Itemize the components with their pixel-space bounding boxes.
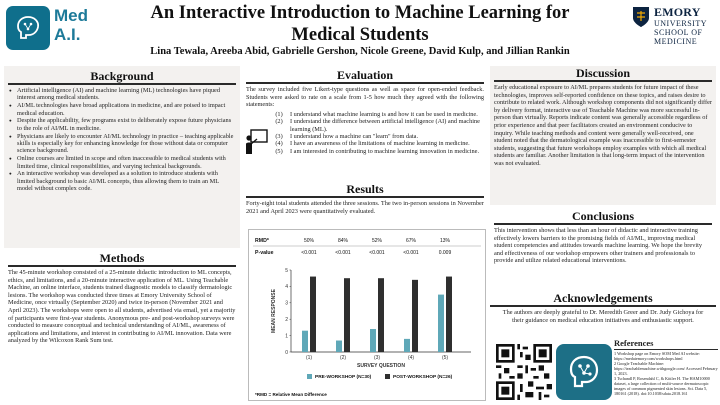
post-workshop-bar — [446, 277, 452, 352]
background-bullet: ● AI/ML technologies have broad applications in medicine, and are poised to impact medical education. — [8, 102, 236, 117]
discussion-divider — [494, 80, 712, 82]
evaluation-item-text: I am interested in contributing to machine learning innovation in medicine. — [290, 147, 480, 155]
presenter-icon — [244, 129, 268, 155]
discussion-title: Discussion — [575, 66, 631, 80]
rmd-value: 50% — [303, 238, 315, 244]
acknowledgements-text: The authors are deeply grateful to Dr. Meredith Greer and Dr. Judy Gichoya for their guidance on medical education initiatives and enthusiastic support. — [502, 309, 704, 324]
evaluation-item-number: (3) — [275, 133, 283, 140]
evaluation-item-number: (1) — [275, 110, 283, 118]
rmd-value: 84% — [337, 238, 349, 244]
logo-line-2: A.I. — [54, 25, 81, 44]
emory-logo — [632, 6, 716, 46]
evaluation-item-number: (5) — [275, 147, 283, 155]
results-chart — [248, 229, 486, 401]
conclusions-title: Conclusions — [571, 209, 635, 223]
discussion-section — [490, 66, 716, 205]
pre-workshop-bar — [370, 329, 376, 352]
brain-icon — [13, 13, 43, 43]
evaluation-section — [246, 68, 484, 180]
results-title: Results — [346, 182, 384, 196]
background-bullet-list — [8, 87, 236, 193]
acknowledgements-divider — [490, 305, 716, 307]
evaluation-title: Evaluation — [336, 68, 393, 82]
post-workshop-bar — [344, 278, 350, 352]
x-axis-label: SURVEY QUESTION — [357, 363, 405, 369]
references-title: References — [614, 338, 654, 348]
emory-name: EMORY — [654, 5, 701, 19]
x-tick-label: (2) — [339, 355, 347, 361]
title-line-2: Medical Students — [291, 25, 429, 45]
evaluation-item — [268, 111, 484, 118]
pvalue-value: <0.001 — [301, 250, 317, 256]
results-divider — [246, 196, 484, 198]
poster-header — [0, 0, 720, 62]
pre-workshop-bar — [336, 341, 342, 352]
methods-text: The 45-minute workshop consisted of a 25-minute didactic introduction to ML concepts, ethics, and limitations, and a 20-minute interactive application of ML. Using Teachable Machine, an online interface, students trained diagnostic models to classify dermatologic lesions. The workshop was conducted three times at Emory University School of Medicine, once virtually (September 2020) and twice in-person (November 2021 and April 2023). The workshops were open to all students, advertised via email, yet a majority of participants were first-year students. Anonymous pre- and post-workshop surveys were conducted to measure conceptual and technical understanding of AI/ML, awareness of applications and limitations, and interest in contributing to AI/ML innovation. Data were analyzed by the Wilcoxon Rank Sum test. — [8, 269, 236, 345]
methods-divider — [8, 265, 236, 267]
background-bullet: ● Artificial intelligence (AI) and machine learning (ML) technologies have piqued interest among medical students. — [8, 87, 236, 102]
chart-footnote: *RMD = Relative Mean Difference — [255, 392, 327, 397]
evaluation-item — [268, 140, 484, 147]
acknowledgements-section — [490, 291, 716, 341]
post-workshop-bar — [412, 280, 418, 352]
conclusions-text: This intervention shows that less than an hour of didactic and interactive training effectively lowers barriers to the promising fields of AI/ML, improving medical student competencies and attitudes towards machine learning. We hope the brevity and effectiveness of our workshop empowers other trainers and professionals to provide and utilize related educational interventions. — [494, 227, 702, 265]
background-divider — [8, 83, 236, 85]
poster-title — [100, 2, 620, 46]
background-section — [4, 66, 240, 248]
evaluation-item-text: I understand the difference between artificial intelligence (AI) and machine learning (ML). — [290, 118, 480, 133]
author-list: Lina Tewala, Areeba Abid, Gabrielle Gershon, Nicole Greene, David Kulp, and Jillian Rankin — [150, 46, 570, 57]
emory-school-of: SCHOOL OF — [654, 28, 703, 37]
rmd-row-label: RMD* — [255, 238, 269, 244]
pvalue-value: <0.001 — [369, 250, 385, 256]
y-tick-label: 5 — [285, 267, 288, 274]
results-section — [246, 182, 484, 228]
evaluation-item — [268, 118, 484, 133]
y-tick-label: 4 — [285, 284, 288, 291]
evaluation-divider — [246, 82, 484, 84]
background-bullet: ● Despite the applicability, few programs exist to deliberately expose future physicians to the role of AI/ML in medicine. — [8, 117, 236, 132]
evaluation-item-text: I understand how a machine can "learn" from data. — [290, 133, 419, 140]
rmd-value: 52% — [371, 238, 383, 244]
background-bullet: ● Online courses are limited in scope and often inaccessible to medical students with limited time, clinical responsibilities, and varying technical backgrounds. — [8, 155, 236, 170]
results-text: Forty-eight total students attended the three sessions. The two in-person sessions in November 2021 and April 2023 were quantitatively evaluated. — [246, 200, 484, 215]
emory-shield-icon — [632, 6, 650, 28]
references-section — [614, 339, 718, 403]
results-chart-svg — [249, 230, 485, 400]
pvalue-value: <0.001 — [335, 250, 351, 256]
post-workshop-bar — [310, 277, 316, 352]
y-tick-label: 0 — [285, 349, 288, 356]
legend-swatch-pre — [307, 374, 312, 379]
x-tick-label: (3) — [373, 355, 381, 361]
med-ai-logo — [6, 6, 50, 50]
conclusions-divider — [494, 223, 712, 225]
y-tick-label: 2 — [285, 317, 288, 323]
med-ai-wordmark — [54, 6, 88, 44]
conclusions-section — [490, 209, 716, 283]
pvalue-row-label: P-value — [255, 250, 274, 256]
title-line-1: An Interactive Introduction to Machine Learning for — [150, 3, 570, 23]
background-bullet: ● An interactive workshop was developed as a solution to introduce students with limited background to basic AI/ML concepts, thus allowing them to train an ML model without complex code. — [8, 170, 236, 192]
y-tick-label: 1 — [285, 333, 288, 340]
acknowledgements-title: Acknowledgements — [553, 291, 653, 305]
rmd-value: 67% — [405, 238, 417, 244]
methods-title: Methods — [99, 251, 145, 265]
emory-university: UNIVERSITY — [654, 19, 707, 28]
legend-label-pre: PRE-WORKSHOP (N=30) — [315, 375, 372, 380]
x-tick-label: (1) — [305, 355, 313, 361]
references-divider — [614, 349, 718, 350]
reference-item: 2 Google Teachable Machine: https://teachablemachine.withgoogle.com/ Accessed February 1, 2023. — [614, 361, 718, 376]
pvalue-value: <0.001 — [403, 250, 419, 256]
methods-section — [4, 251, 240, 403]
reference-item: 1 Workshop page on Emory SOM Med AI website: https://medaiemory.com/workshops.html — [614, 351, 700, 361]
background-bullet: ● Physicians are likely to encounter AI/ML technology in practice – teaching applicable skills is especially key for enhancing knowledge for those without data or computer science background. — [8, 133, 236, 155]
background-title: Background — [90, 69, 154, 83]
pre-workshop-bar — [302, 331, 308, 352]
evaluation-intro: The survey included five Likert-type questions as well as space for open-ended feedback. Students were asked to rate on a scale from 1-5 how much they agreed with the following statements: — [246, 86, 484, 109]
y-tick-label: 3 — [285, 300, 288, 307]
x-tick-label: (5) — [441, 355, 449, 361]
evaluation-item — [268, 133, 484, 140]
qr-code[interactable] — [496, 344, 552, 400]
legend-swatch-post — [385, 374, 390, 379]
pre-workshop-bar — [438, 295, 444, 352]
evaluation-item-number: (4) — [275, 140, 283, 148]
brain-circuit-icon — [564, 352, 604, 392]
evaluation-item — [268, 148, 484, 155]
pre-workshop-bar — [404, 339, 410, 352]
y-axis-label: MEAN RESPONSE — [271, 289, 277, 333]
logo-line-1: Med — [54, 6, 88, 25]
evaluation-item-text: I have an awareness of the limitations of machine learning in medicine. — [290, 140, 470, 148]
evaluation-item-number: (2) — [275, 118, 283, 126]
evaluation-item-text: I understand what machine learning is and how it can be used in medicine. — [290, 110, 478, 118]
rmd-value: 13% — [439, 238, 451, 244]
legend-label-post: POST-WORKSHOP (N=26) — [393, 375, 453, 380]
x-tick-label: (4) — [407, 355, 415, 361]
emory-medicine: MEDICINE — [654, 37, 698, 46]
discussion-text: Early educational exposure to AI/ML prepares students for future impact of these technologies, improves self-reported confidence on these topics, and raises desire to contribute to related work. Although workshop components did not significantly differ by delivery format, interactive use of Teachable Machine was more successful in-person than virtually. Reports indicate content was generally accessible regardless of prior experience and that peer facilitators created an environment conducive to inquiry. While teaching methods and content were generally well-received, one student noted that the dermatological example was inaccessible to first-semester students, suggesting that future workshops employ examples with which all medical students are familiar. Another limitation is that long-term impact of the intervention was not evaluated. — [494, 84, 712, 167]
med-ai-large-logo — [556, 344, 612, 400]
qr-code-icon — [496, 344, 552, 400]
reference-item: 3 Tschandl P, Rosendahl C, & Kittler H. The HAM10000 dataset, a large collection of multi-source dermatoscopic images of common pigmented skin lesions. Sci. Data 5, 180161 (2018). doi:10.1038/sdata.2018.161 — [614, 376, 710, 396]
post-workshop-bar — [378, 278, 384, 352]
pvalue-value: 0.009 — [438, 250, 452, 256]
